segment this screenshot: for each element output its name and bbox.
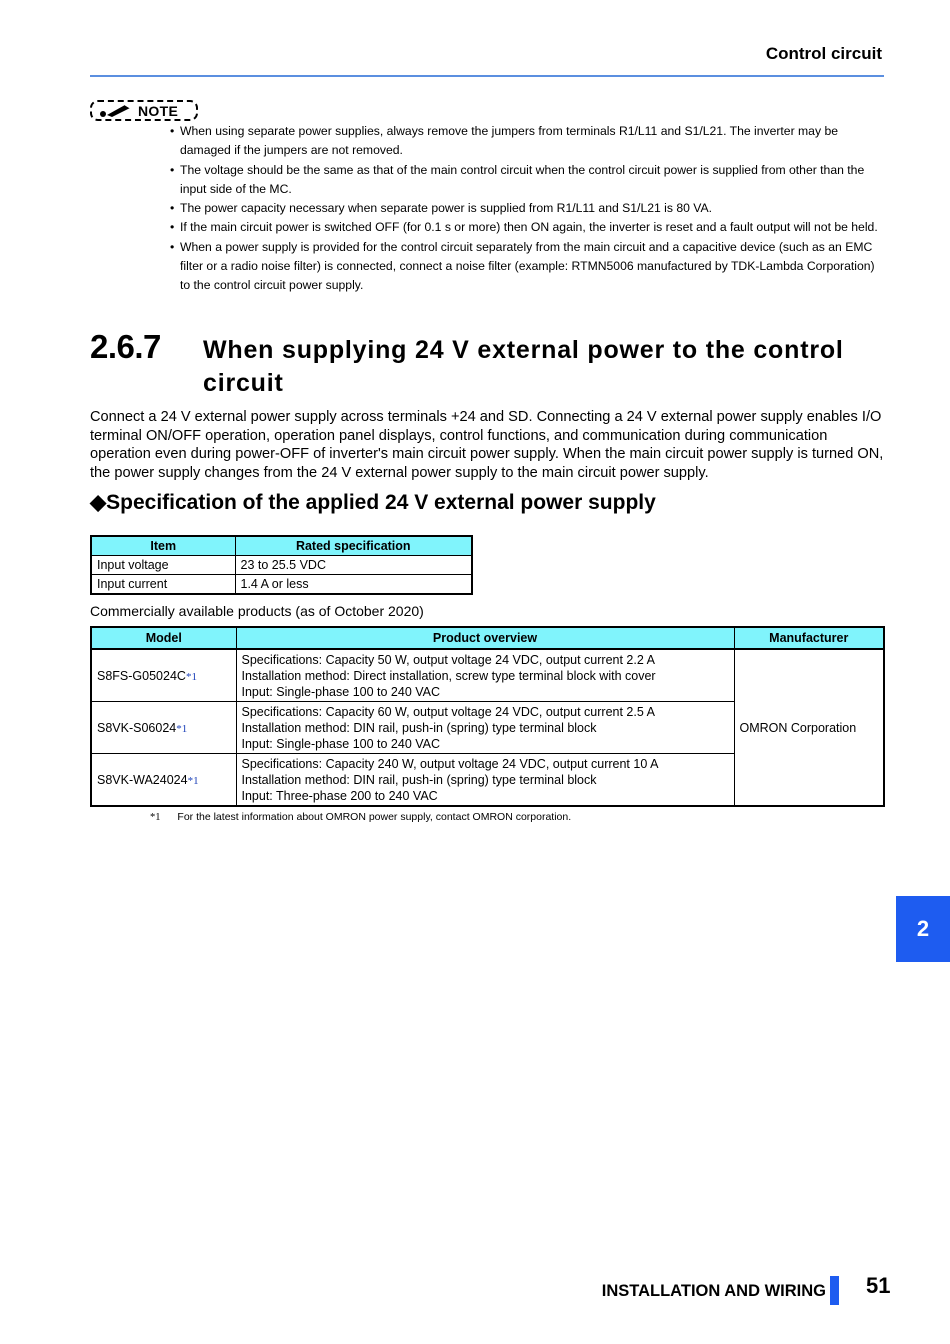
overview-line: Input: Single-phase 100 to 240 VAC bbox=[241, 736, 441, 751]
overview-cell bbox=[236, 649, 734, 702]
footnote bbox=[150, 811, 571, 823]
overview-line: Input: Single-phase 100 to 240 VAC bbox=[241, 684, 441, 699]
section-title: When supplying 24 V external power to the control circuit bbox=[203, 336, 844, 397]
table-header-row bbox=[91, 536, 472, 556]
model-name: S8VK-WA24024 bbox=[97, 772, 188, 787]
products-caption: Commercially available products (as of October 2020) bbox=[90, 603, 424, 619]
pencil-icon bbox=[98, 102, 134, 119]
note-item: • The power capacity necessary when separate power is supplied from R1/L11 and S1/L21 is 80 VA. bbox=[170, 199, 882, 218]
note-item: • If the main circuit power is switched OFF (for 0.1 s or more) then ON again, the inverter is reset and a fault output will not be held. bbox=[170, 218, 882, 237]
table-row bbox=[91, 556, 472, 575]
table-row bbox=[91, 649, 884, 702]
column-header-rated-spec: Rated specification bbox=[235, 536, 472, 556]
column-header-item: Item bbox=[91, 536, 235, 556]
footnote-ref: *1 bbox=[187, 774, 199, 787]
table-row bbox=[91, 575, 472, 595]
overview-cell bbox=[236, 702, 734, 754]
overview-line: Specifications: Capacity 240 W, output voltage 24 VDC, output current 10 A bbox=[241, 756, 659, 771]
footnote-ref: *1 bbox=[185, 670, 197, 683]
note-list bbox=[170, 122, 882, 296]
intro-paragraph: Connect a 24 V external power supply across terminals +24 and SD. Connecting a 24 V external power supply enables I/O terminal ON/OFF operation, operation panel displays, control functions, and communication during communication operation even during power-OFF of inverter's main circuit power supply. When the main circuit power supply is turned ON, the power supply changes from the 24 V external power supply to the main circuit power supply. bbox=[90, 409, 884, 481]
spec-heading: ◆Specification of the applied 24 V external power supply bbox=[90, 491, 656, 514]
chapter-tab: 2 bbox=[896, 896, 950, 962]
note-label: NOTE bbox=[138, 102, 179, 119]
table-cell: Input current bbox=[91, 575, 235, 595]
note-item: • The voltage should be the same as that of the main control circuit when the control circuit power is supplied from other than the input side of the MC. bbox=[170, 161, 882, 200]
overview-line: Specifications: Capacity 50 W, output voltage 24 VDC, output current 2.2 A bbox=[241, 652, 655, 667]
table-header-row bbox=[91, 627, 884, 649]
column-header-model: Model bbox=[91, 627, 236, 649]
model-cell bbox=[91, 754, 236, 807]
overview-line: Installation method: DIN rail, push-in (spring) type terminal block bbox=[241, 720, 597, 735]
overview-line: Input: Three-phase 200 to 240 VAC bbox=[241, 788, 438, 803]
footer-chapter-label: INSTALLATION AND WIRING bbox=[601, 1282, 826, 1300]
page-number: 51 bbox=[866, 1273, 891, 1298]
model-cell bbox=[91, 702, 236, 754]
model-name: S8VK-S06024 bbox=[97, 720, 177, 735]
overview-line: Installation method: DIN rail, push-in (spring) type terminal block bbox=[241, 772, 597, 787]
table-cell: Input voltage bbox=[91, 556, 235, 575]
footnote-ref: *1 bbox=[176, 722, 188, 735]
note-badge bbox=[90, 100, 198, 121]
column-header-overview: Product overview bbox=[236, 627, 734, 649]
page-header-title: Control circuit bbox=[765, 44, 882, 63]
note-item: • When using separate power supplies, always remove the jumpers from terminals R1/L11 and S1/L21. The inverter may be damaged if the jumpers are not removed. bbox=[170, 122, 882, 161]
footnote-text: For the latest information about OMRON power supply, contact OMRON corporation. bbox=[177, 811, 572, 823]
overview-cell bbox=[236, 754, 734, 807]
products-table bbox=[90, 626, 885, 807]
table-cell: 23 to 25.5 VDC bbox=[235, 556, 472, 575]
model-name: S8FS-G05024C bbox=[97, 668, 186, 683]
header-divider bbox=[90, 75, 884, 77]
column-header-manufacturer: Manufacturer bbox=[734, 627, 884, 649]
footnote-mark: *1 bbox=[150, 812, 161, 823]
footer-accent-bar bbox=[830, 1276, 839, 1305]
note-item: • When a power supply is provided for the control circuit separately from the main circuit and a capacitive device (such as an EMC filter or a radio noise filter) is connected, connect a noise filter (example: RTMN5006 manufactured by TDK-Lambda Corporation) to the control circuit power supply. bbox=[170, 238, 882, 296]
table-cell: 1.4 A or less bbox=[235, 575, 472, 595]
overview-line: Specifications: Capacity 60 W, output voltage 24 VDC, output current 2.5 A bbox=[241, 704, 655, 719]
overview-line: Installation method: Direct installation, screw type terminal block with cover bbox=[241, 668, 656, 683]
section-number: 2.6.7 bbox=[90, 328, 161, 365]
spec-table bbox=[90, 535, 473, 595]
model-cell bbox=[91, 649, 236, 702]
manufacturer-cell: OMRON Corporation bbox=[734, 649, 884, 806]
